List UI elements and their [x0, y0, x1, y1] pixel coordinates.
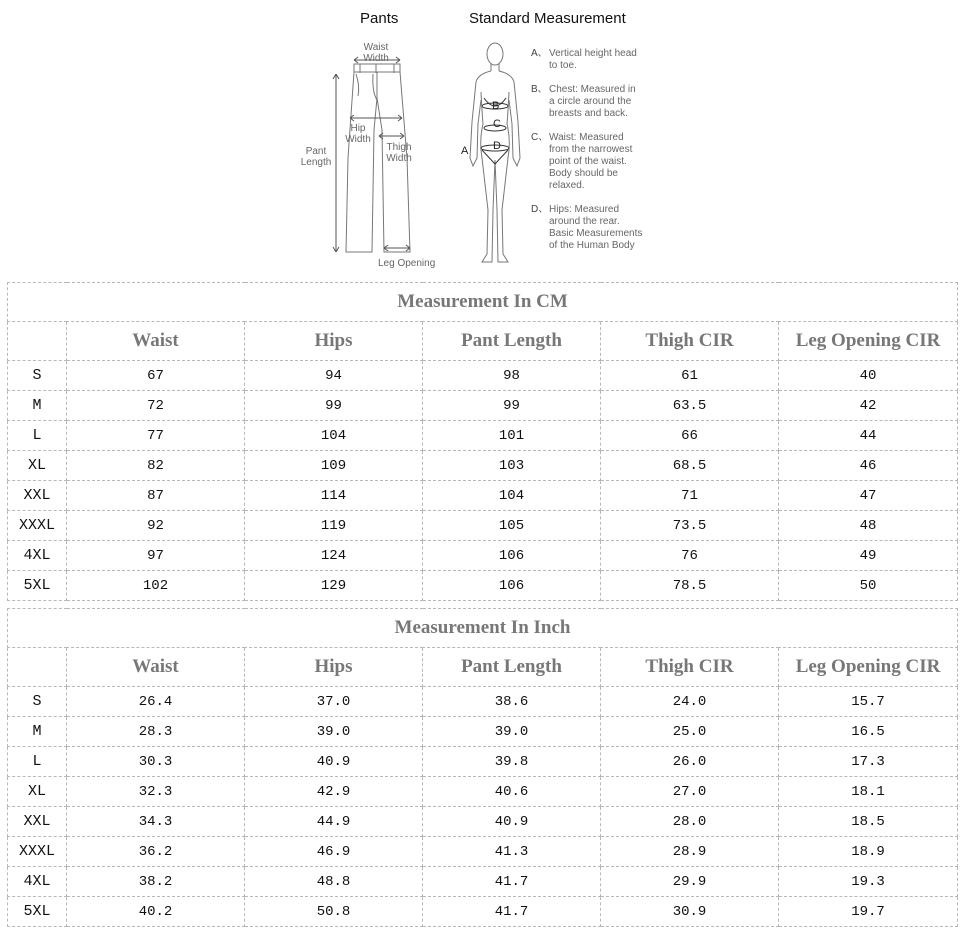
pant-length-label: Pant Length: [300, 146, 332, 168]
table-row: [8, 867, 958, 897]
table-cell: 71: [601, 481, 779, 511]
table-cell: 34.3: [67, 807, 245, 837]
note-d: D、 Hips: Measured around the rear. Basic Measurements of the Human Body: [531, 204, 643, 251]
table-cell: 44: [779, 421, 958, 451]
table-cell: 30.9: [601, 897, 779, 927]
table-cell: 66: [601, 421, 779, 451]
table-cell: 129: [245, 571, 423, 601]
size-label: 5XL: [8, 897, 67, 927]
table-cell: 26.4: [67, 687, 245, 717]
note-b: B、 Chest: Measured in a circle around the breasts and back.: [531, 84, 636, 119]
table-row: [8, 687, 958, 717]
thigh-width-label: Thigh Width: [386, 142, 412, 164]
body-letter-a: A: [461, 145, 469, 157]
table-cell: 63.5: [601, 391, 779, 421]
table-row: [8, 361, 958, 391]
column-header-leg-opening-cir: Leg Opening CIR: [779, 322, 958, 361]
table-row: [8, 717, 958, 747]
table-cell: 48: [779, 511, 958, 541]
size-label: 4XL: [8, 541, 67, 571]
column-header-pant-length: Pant Length: [423, 648, 601, 687]
table-cell: 99: [423, 391, 601, 421]
table-cell: 50.8: [245, 897, 423, 927]
table-cell: 30.3: [67, 747, 245, 777]
table-cell: 92: [67, 511, 245, 541]
body-letter-c: C: [493, 118, 501, 130]
table-cell: 40: [779, 361, 958, 391]
table-cell: 25.0: [601, 717, 779, 747]
table-row: [8, 541, 958, 571]
table-cell: 119: [245, 511, 423, 541]
size-label: XXL: [8, 481, 67, 511]
table-cell: 41.3: [423, 837, 601, 867]
table-cell: 99: [245, 391, 423, 421]
table-row: [8, 481, 958, 511]
table-cell: 104: [423, 481, 601, 511]
table-row: [8, 897, 958, 927]
measurement-diagram: [0, 0, 962, 278]
table-cell: 39.0: [245, 717, 423, 747]
table-cell: 18.9: [779, 837, 958, 867]
size-label: XXL: [8, 807, 67, 837]
table-cell: 105: [423, 511, 601, 541]
table-cell: 61: [601, 361, 779, 391]
table-cell: 109: [245, 451, 423, 481]
table-cell: 103: [423, 451, 601, 481]
table-cell: 40.6: [423, 777, 601, 807]
table-cell: 38.2: [67, 867, 245, 897]
table-cell: 19.7: [779, 897, 958, 927]
column-header-thigh-cir: Thigh CIR: [601, 322, 779, 361]
table-cell: 17.3: [779, 747, 958, 777]
table-cell: 82: [67, 451, 245, 481]
table-cell: 106: [423, 541, 601, 571]
table-cell: 28.9: [601, 837, 779, 867]
table-row: [8, 837, 958, 867]
table-cell: 104: [245, 421, 423, 451]
table-cell: 19.3: [779, 867, 958, 897]
table-cell: 44.9: [245, 807, 423, 837]
table-cell: 50: [779, 571, 958, 601]
table-cell: 18.5: [779, 807, 958, 837]
leg-opening-label: Leg Opening: [378, 258, 436, 269]
table-cell: 68.5: [601, 451, 779, 481]
table-row: [8, 747, 958, 777]
table-row: [8, 421, 958, 451]
table-cell: 72: [67, 391, 245, 421]
size-label: XXXL: [8, 511, 67, 541]
table-cell: 106: [423, 571, 601, 601]
size-label: S: [8, 361, 67, 391]
measurement-inch-table: [7, 608, 958, 927]
table-cell: 46: [779, 451, 958, 481]
table-row: [8, 391, 958, 421]
table-cell: 28.0: [601, 807, 779, 837]
table-title: Measurement In CM: [8, 283, 958, 322]
column-header-leg-opening-cir: Leg Opening CIR: [779, 648, 958, 687]
size-label: 5XL: [8, 571, 67, 601]
table-row: [8, 571, 958, 601]
size-label: XL: [8, 451, 67, 481]
table-cell: 16.5: [779, 717, 958, 747]
table-cell: 36.2: [67, 837, 245, 867]
measurement-cm-table: [7, 282, 958, 601]
column-header-waist: Waist: [67, 322, 245, 361]
waist-width-label: Waist Width: [363, 42, 389, 64]
size-label: S: [8, 687, 67, 717]
table-cell: 47: [779, 481, 958, 511]
table-row: [8, 807, 958, 837]
table-cell: 40.9: [245, 747, 423, 777]
standard-measurement-title: Standard Measurement: [469, 10, 626, 27]
column-header-waist: Waist: [67, 648, 245, 687]
table-cell: 28.3: [67, 717, 245, 747]
table-cell: 67: [67, 361, 245, 391]
table-cell: 73.5: [601, 511, 779, 541]
table-row: [8, 511, 958, 541]
pants-title: Pants: [360, 10, 399, 27]
table-cell: 40.2: [67, 897, 245, 927]
table-cell: 78.5: [601, 571, 779, 601]
table-cell: 48.8: [245, 867, 423, 897]
table-cell: 98: [423, 361, 601, 391]
table-cell: 41.7: [423, 867, 601, 897]
table-cell: 15.7: [779, 687, 958, 717]
hip-width-label: Hip Width: [345, 123, 371, 145]
table-header-row: [8, 322, 958, 361]
table-cell: 18.1: [779, 777, 958, 807]
column-header-pant-length: Pant Length: [423, 322, 601, 361]
table-cell: 41.7: [423, 897, 601, 927]
size-label: XXXL: [8, 837, 67, 867]
table-cell: 87: [67, 481, 245, 511]
table-cell: 77: [67, 421, 245, 451]
table-cell: 26.0: [601, 747, 779, 777]
table-title: Measurement In Inch: [8, 609, 958, 648]
table-cell: 42.9: [245, 777, 423, 807]
note-a: A、 Vertical height head to toe.: [531, 48, 637, 71]
table-header-row: [8, 648, 958, 687]
table-row: [8, 451, 958, 481]
table-cell: 76: [601, 541, 779, 571]
table-cell: 38.6: [423, 687, 601, 717]
size-label: 4XL: [8, 867, 67, 897]
column-header: [8, 322, 67, 361]
size-label: M: [8, 391, 67, 421]
size-label: XL: [8, 777, 67, 807]
table-cell: 46.9: [245, 837, 423, 867]
column-header-hips: Hips: [245, 322, 423, 361]
table-row: [8, 777, 958, 807]
table-cell: 124: [245, 541, 423, 571]
table-cell: 39.0: [423, 717, 601, 747]
body-figure-illustration: [462, 40, 528, 272]
column-header-thigh-cir: Thigh CIR: [601, 648, 779, 687]
table-title-row: [8, 609, 958, 648]
table-cell: 39.8: [423, 747, 601, 777]
size-label: L: [8, 747, 67, 777]
table-cell: 97: [67, 541, 245, 571]
body-letter-d: D: [493, 140, 501, 152]
table-cell: 40.9: [423, 807, 601, 837]
note-c: C、 Waist: Measured from the narrowest point of the waist. Body should be relaxed.: [531, 132, 633, 191]
table-cell: 101: [423, 421, 601, 451]
size-label: M: [8, 717, 67, 747]
column-header-hips: Hips: [245, 648, 423, 687]
table-title-row: [8, 283, 958, 322]
table-cell: 29.9: [601, 867, 779, 897]
column-header: [8, 648, 67, 687]
table-cell: 102: [67, 571, 245, 601]
table-cell: 114: [245, 481, 423, 511]
table-cell: 32.3: [67, 777, 245, 807]
body-letter-b: B: [492, 100, 500, 112]
table-cell: 37.0: [245, 687, 423, 717]
table-cell: 24.0: [601, 687, 779, 717]
table-cell: 27.0: [601, 777, 779, 807]
table-cell: 94: [245, 361, 423, 391]
size-label: L: [8, 421, 67, 451]
table-cell: 49: [779, 541, 958, 571]
table-cell: 42: [779, 391, 958, 421]
